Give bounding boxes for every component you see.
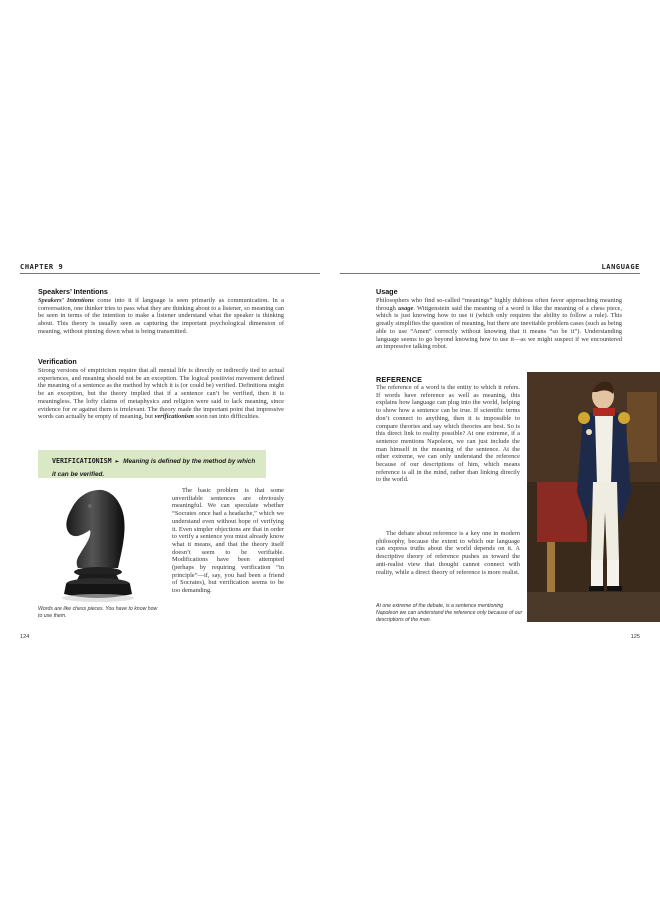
callout-term: VERIFICATIONISM [52, 457, 112, 465]
speakers-lead: Speakers’ Intentions [38, 297, 94, 304]
usage-body-b: . Wittgenstein said the meaning of a word is like the meaning of a chess piece, which is just knowing how to use it (which only requires the ability to follow a rule). This greatly simplifies the question of meaning, but there are inevitable problem cases (such as being able to use “Amen” correctly without knowing that it means “so be it”). Understanding language seems to go beyond knowing how to use it—as we might suspect if we encountered an impressive talking robot. [376, 304, 622, 351]
verification-term: verificationism [154, 413, 195, 421]
napoleon-caption: At one extreme of the debate, is a sentence mentioning Napoleon we can understand the reference only because of our descriptions of the man. [376, 603, 523, 623]
napoleon-vest [595, 416, 613, 484]
callout-definition: Meaning is defined by the method by which it can be verified. [52, 458, 256, 478]
speakers-intentions-heading: Speakers’ Intentions [38, 287, 108, 296]
reference-paragraph: The reference of a word is the entity to which it refers. If words have reference as well as meaning, this explains how language can plug into the world, helping to show how a sentence can be true. If scientific terms don’t connect to anything, then it is impossible to compare theories and say which theories are best. So is this direct link to reality possible? At one extreme, if a sentence mentions Napoleon, we can just include the man himself in the meaning of the sentence. At the other extreme, we can only understand the reference because of our descriptions of him, which means reference is all in the mind, rather than linking directly to the world. [376, 384, 520, 484]
speakers-body: come into it if language is seen primarily as communication. In a conversation, one thinker tries to pass what they are thinking about to a listener, so meaning can be seen in terms of the intention to make a listener understand what the speaker is thinking about. This theory is usually seen as capturing the important psychological dimension of meaning, without pinning down what is being transmitted. [38, 297, 284, 335]
usage-paragraph [376, 297, 622, 351]
debate-paragraph: The debate about reference is a key one in modern philosophy, because the extent to which our language can express truths about the world depends on it. A descriptive theory of reference pushes us toward the anti-realist view that thought cannot connect with reality, while a direct theory of reference is more realist. [376, 530, 520, 576]
page-number-right: 125 [630, 634, 640, 640]
chess-knight-image [50, 484, 146, 604]
portrait-clock [627, 392, 657, 462]
napoleon-epaulette-right [618, 412, 630, 424]
page-number-left: 124 [20, 634, 30, 640]
header-rule-right [340, 273, 640, 274]
napoleon-stocking-right [607, 560, 619, 588]
napoleon-stocking-left [591, 560, 603, 588]
napoleon-collar-red [593, 408, 615, 416]
callout-arrow-icon: ► [115, 458, 120, 465]
napoleon-medal [586, 429, 592, 435]
napoleon-shoe-right [607, 586, 622, 591]
napoleon-portrait-image [527, 372, 660, 622]
verification-tail: soon ran into difficulties. [194, 413, 260, 421]
knight-shadow [62, 594, 134, 602]
usage-heading: Usage [376, 287, 398, 296]
chapter-label: CHAPTER 9 [20, 263, 64, 271]
usage-body-a: Philosophers who find so-called “meanings” highly dubious often favor approaching meaning through [376, 297, 622, 312]
portrait-floor [527, 592, 660, 622]
verification-heading: Verification [38, 357, 77, 366]
section-label: LANGUAGE [601, 263, 640, 271]
knight-head [66, 490, 124, 568]
problem-paragraph: The basic problem is that some unverifiable sentences are obviously meaningful. We can speculate whether “Socrates once had a headache,” which we understand even without hope of verifying it. Even simpler objections are that in order to verify a sentence you must already know what it means, and that the theory itself doesn’t seem to be verifiable. Modifications have been attempted (perhaps by requiring verification “in principle”—if, say, you had been a friend of Socrates), but verification seems to be too demanding. [172, 487, 284, 595]
header-rule-left [20, 273, 320, 274]
reference-heading: REFERENCE [376, 375, 423, 384]
knight-eye [88, 504, 92, 508]
portrait-chair-leg [547, 542, 555, 592]
usage-term: usage [398, 304, 414, 312]
verification-paragraph [38, 367, 284, 421]
napoleon-epaulette-left [578, 412, 590, 424]
chess-caption: Words are like chess pieces. You have to know how to use them. [38, 606, 158, 619]
napoleon-shoe-left [589, 586, 604, 591]
speakers-intentions-paragraph [38, 297, 284, 336]
definition-callout [38, 450, 266, 478]
verification-body: Strong versions of empiricism require that all mental life is directly or indirectly tied to actual experiences, and meaning should not be an exception. The logical positivist movement defined the meaning of a sentence as the method by which it is (or could be) verified. Definitions might be an exception, but the theory implied that if a sentence can’t be verified, then it is meaningless. The lofty claims of metaphysics and religion were said to lack meaning, since evidence for or against them is irrelevant. The theory made the important point that impressive words can actually be empty of meaning, but [38, 367, 284, 421]
